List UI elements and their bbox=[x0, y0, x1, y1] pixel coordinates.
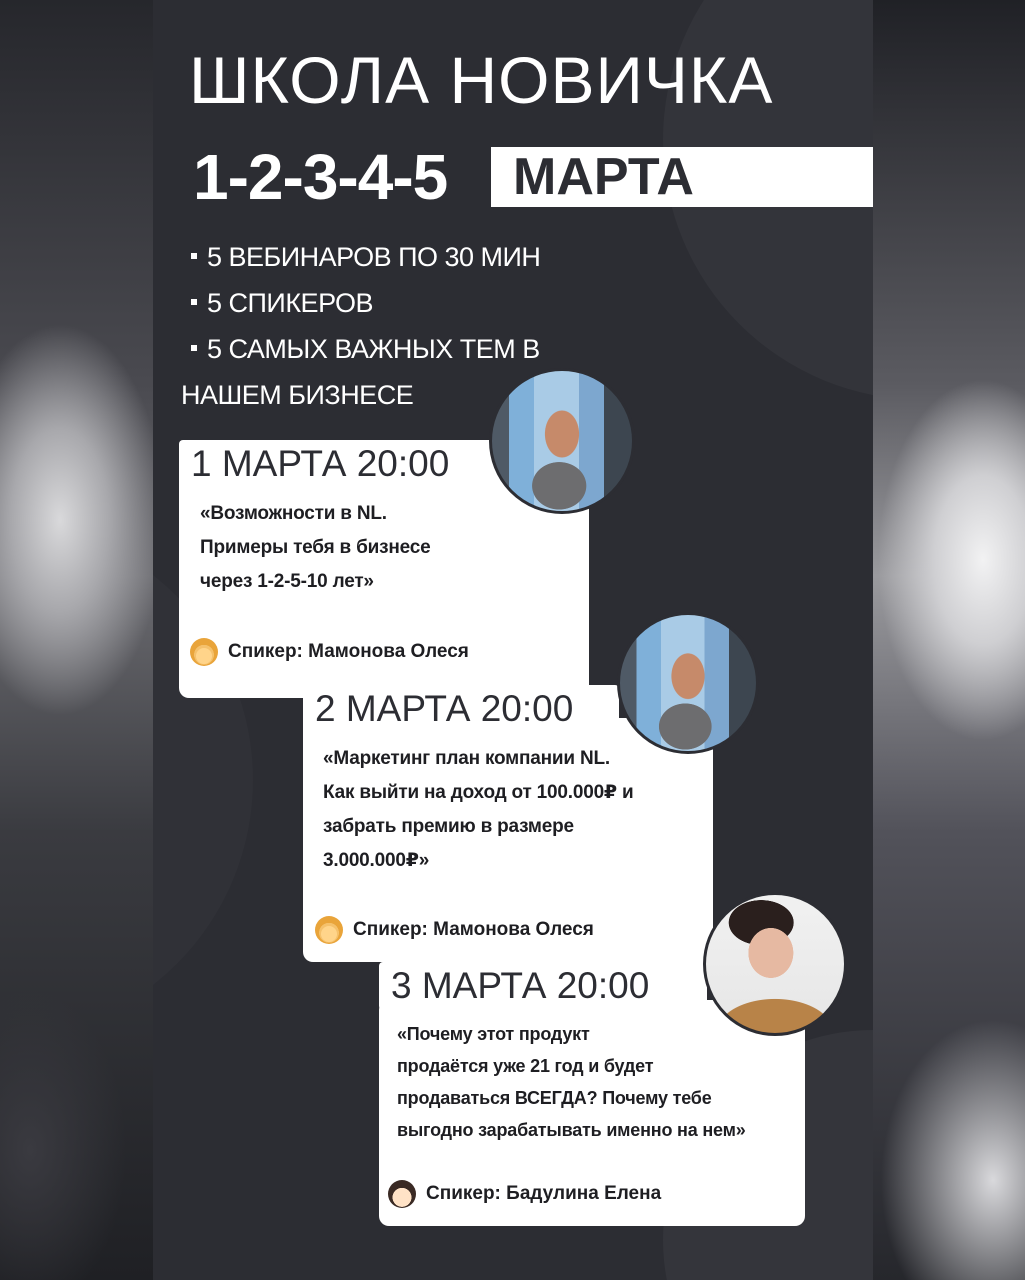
blurred-background-right bbox=[873, 0, 1025, 1280]
webinar-topic: «Маркетинг план компании NL. Как выйти на доход от 100.000₽ и забрать премию в размере 3.000.000₽» bbox=[323, 748, 634, 871]
poster bbox=[153, 0, 873, 1280]
webinar-date: 2 МАРТА 20:00 bbox=[303, 685, 619, 733]
feature-item: 5 СПИКЕРОВ bbox=[183, 280, 540, 326]
bullet-icon bbox=[191, 253, 197, 259]
bullet-icon bbox=[191, 299, 197, 305]
webinar-speaker: Спикер: Бадулина Елена bbox=[388, 1180, 661, 1208]
bullet-icon bbox=[191, 345, 197, 351]
webinar-date: 1 МАРТА 20:00 bbox=[179, 440, 495, 488]
blurred-background-left bbox=[0, 0, 153, 1280]
webinar-topic: «Почему этот продукт продаётся уже 21 год и будет продаваться ВСЕГДА? Почему тебе выгодно зарабатывать именно на нем» bbox=[397, 1024, 746, 1140]
speaker-avatar bbox=[703, 892, 847, 1036]
speaker-avatar bbox=[489, 368, 635, 514]
webinar-date: 3 МАРТА 20:00 bbox=[379, 962, 707, 1010]
blonde-woman-emoji-icon bbox=[190, 638, 218, 666]
event-dates: 1-2-3-4-5 bbox=[193, 141, 448, 213]
feature-item: 5 САМЫХ ВАЖНЫХ ТЕМ В bbox=[183, 326, 540, 372]
feature-item-continuation: НАШЕМ БИЗНЕСЕ bbox=[181, 380, 414, 410]
girl-emoji-icon bbox=[388, 1180, 416, 1208]
feature-list bbox=[183, 234, 540, 418]
webinar-topic: «Возможности в NL. Примеры тебя в бизнесе через 1-2-5-10 лет» bbox=[200, 503, 431, 592]
event-month: МАРТА bbox=[491, 147, 873, 207]
blonde-woman-emoji-icon bbox=[315, 916, 343, 944]
feature-item: 5 ВЕБИНАРОВ ПО 30 МИН bbox=[183, 234, 540, 280]
poster-title: ШКОЛА НОВИЧКА bbox=[189, 43, 774, 117]
webinar-speaker: Спикер: Мамонова Олеся bbox=[190, 638, 469, 666]
speaker-avatar bbox=[617, 612, 759, 754]
webinar-speaker: Спикер: Мамонова Олеся bbox=[315, 916, 594, 944]
